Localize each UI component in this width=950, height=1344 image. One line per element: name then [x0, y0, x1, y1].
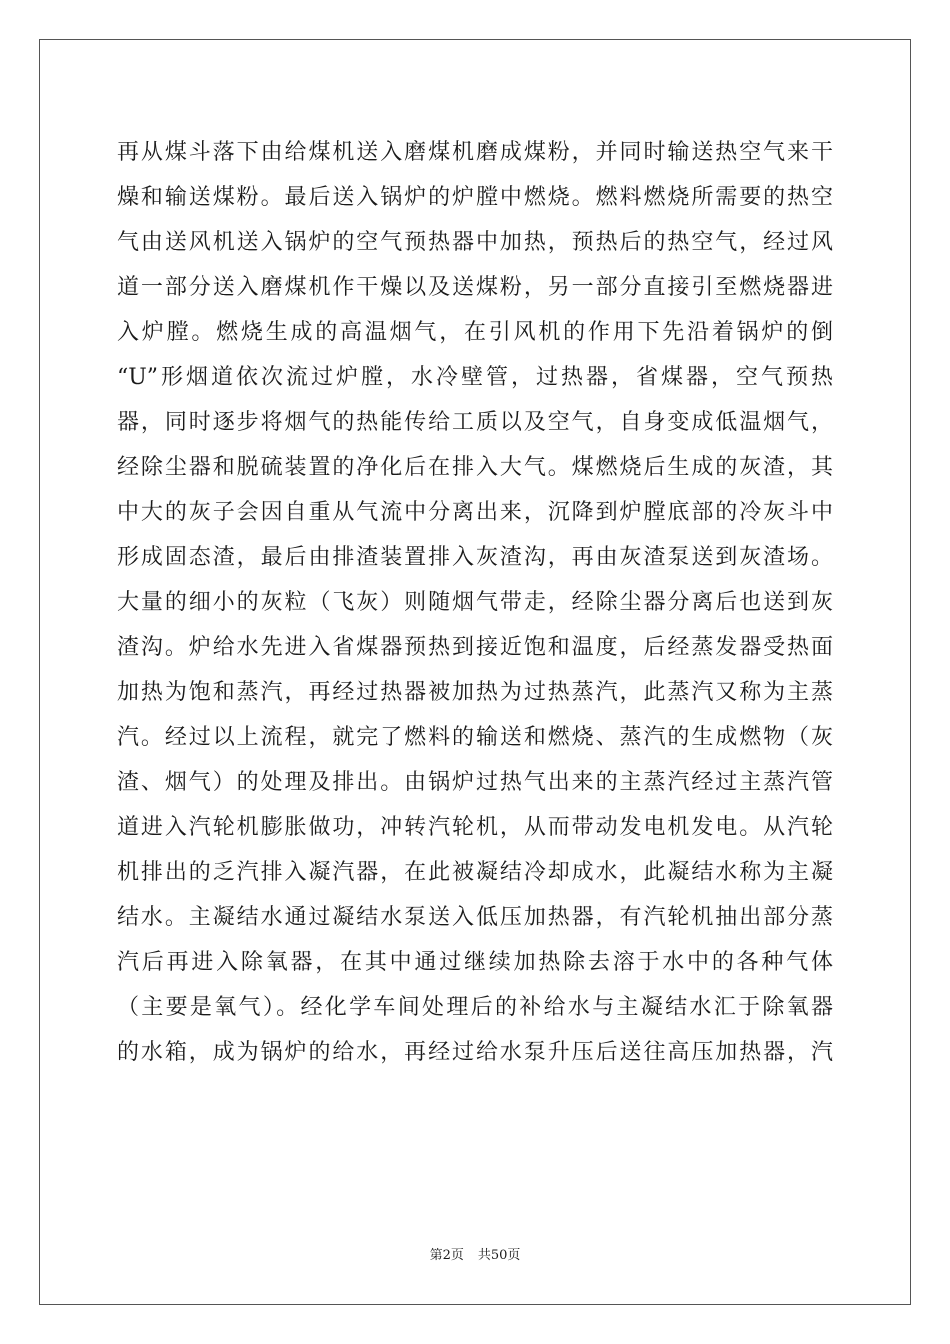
- page-total: 共50页: [477, 1248, 521, 1263]
- text-line: 道一部分送入磨煤机作干燥以及送煤粉，另一部分直接引至燃烧器进: [117, 275, 833, 300]
- text-line: 气由送风机送入锅炉的空气预热器中加热，预热后的热空气，经过风: [117, 230, 833, 255]
- text-line: “U”形烟道依次流过炉膛，水冷壁管，过热器，省煤器，空气预热: [117, 365, 833, 390]
- page-number: 第2页: [429, 1248, 464, 1263]
- text-line: 燥和输送煤粉。最后送入锅炉的炉膛中燃烧。燃料燃烧所需要的热空: [117, 185, 833, 210]
- page-footer: [0, 1247, 950, 1265]
- text-line: 汽后再进入除氧器，在其中通过继续加热除去溶于水中的各种气体: [117, 950, 833, 975]
- text-line: 器，同时逐步将烟气的热能传给工质以及空气，自身变成低温烟气，: [117, 410, 833, 435]
- text-line: （主要是氧气）。经化学车间处理后的补给水与主凝结水汇于除氧器: [117, 995, 833, 1020]
- text-line: 道进入汽轮机膨胀做功，冲转汽轮机，从而带动发电机发电。从汽轮: [117, 815, 833, 840]
- text-line: 再从煤斗落下由给煤机送入磨煤机磨成煤粉，并同时输送热空气来干: [117, 140, 833, 165]
- body-paragraph: [117, 130, 833, 1075]
- text-line: 的水箱，成为锅炉的给水，再经过给水泵升压后送往高压加热器，汽: [117, 1040, 833, 1065]
- text-line: 形成固态渣，最后由排渣装置排入灰渣沟，再由灰渣泵送到灰渣场。: [117, 545, 833, 570]
- text-line: 大量的细小的灰粒（飞灰）则随烟气带走，经除尘器分离后也送到灰: [117, 590, 833, 615]
- text-line: 机排出的乏汽排入凝汽器，在此被凝结冷却成水，此凝结水称为主凝: [117, 860, 833, 885]
- text-line: 汽。经过以上流程，就完了燃料的输送和燃烧、蒸汽的生成燃物（灰: [117, 725, 833, 750]
- text-line: 加热为饱和蒸汽，再经过热器被加热为过热蒸汽，此蒸汽又称为主蒸: [117, 680, 833, 705]
- text-line: 结水。主凝结水通过凝结水泵送入低压加热器，有汽轮机抽出部分蒸: [117, 905, 833, 930]
- text-line: 渣沟。炉给水先进入省煤器预热到接近饱和温度，后经蒸发器受热面: [117, 635, 833, 660]
- text-line: 渣、烟气）的处理及排出。由锅炉过热气出来的主蒸汽经过主蒸汽管: [117, 770, 833, 795]
- text-line: 入炉膛。燃烧生成的高温烟气，在引风机的作用下先沿着锅炉的倒: [117, 320, 833, 345]
- text-line: 经除尘器和脱硫装置的净化后在排入大气。煤燃烧后生成的灰渣，其: [117, 455, 833, 480]
- text-line: 中大的灰子会因自重从气流中分离出来，沉降到炉膛底部的冷灰斗中: [117, 500, 833, 525]
